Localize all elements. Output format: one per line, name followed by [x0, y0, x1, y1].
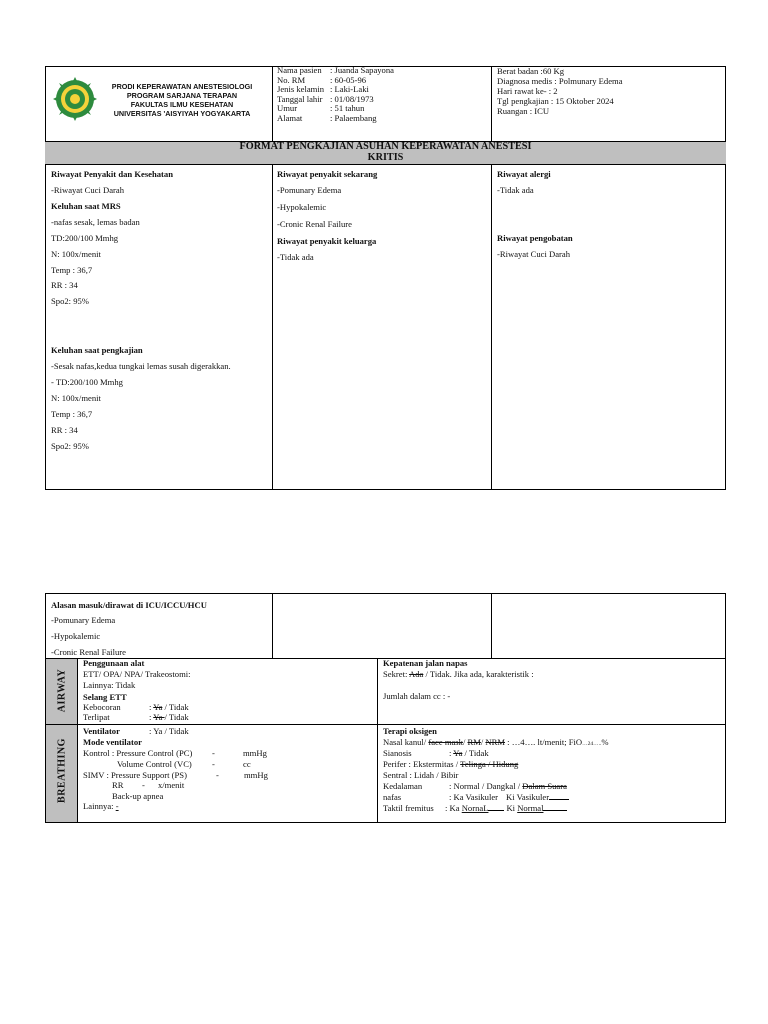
divider — [491, 66, 492, 141]
section-heading: Riwayat Penyakit dan Kesehatan — [51, 169, 173, 179]
org-line: PRODI KEPERAWATAN ANESTESIOLOGI — [111, 82, 253, 91]
field-label: Jenis kelamin — [277, 84, 325, 94]
option: Ki — [506, 803, 518, 813]
option: Nasal kanul/ — [383, 737, 429, 747]
struck-option: RM — [467, 737, 481, 747]
option: / Tidak — [462, 748, 489, 758]
mode-value: - — [142, 780, 145, 790]
option: / Tidak. Jika ada, karakteristik : — [423, 669, 534, 679]
assessment-item: RR : 34 — [51, 425, 78, 435]
field-label: Umur — [277, 103, 298, 113]
university-logo — [53, 77, 97, 121]
field-value: : Ka Vasikuler — [449, 792, 499, 802]
divider — [45, 724, 78, 725]
fio-value: …24….. — [582, 741, 602, 747]
mode-line: RR — [112, 780, 124, 790]
field-value: : 51 tahun — [330, 103, 365, 113]
field-label: nafas — [383, 792, 402, 802]
field-label: Sianosis — [383, 748, 412, 758]
option: : Normal / Dangkal / — [449, 781, 523, 791]
struck-option: Ya — [453, 748, 463, 758]
info-line: Diagnosa medis : Polmunary Edema — [497, 76, 623, 86]
mrs-item: RR : 34 — [51, 280, 78, 290]
colon: : — [149, 702, 154, 712]
history-item: -Riwayat Cuci Darah — [51, 185, 125, 195]
field-label: Lainnya: — [83, 801, 116, 811]
field-value: Ki Vasikuler — [506, 792, 550, 802]
title-line: KRITIS — [367, 152, 404, 163]
org-line: UNIVERSITAS 'AISYIYAH YOGYAKARTA — [113, 109, 251, 118]
field-label: Kedalaman — [383, 781, 423, 791]
central-row: Sentral : Lidah / Bibir — [383, 770, 459, 780]
disease-item: -Cronic Renal Failure — [277, 219, 352, 229]
device-line: ETT/ OPA/ NPA/ Trakeostomi: — [83, 669, 191, 679]
divider — [491, 593, 492, 658]
mrs-item: -nafas sesak, lemas badan — [51, 217, 140, 227]
admission-reason: -Hypokalemic — [51, 631, 101, 641]
patient-identity — [277, 66, 394, 123]
section-heading: Mode ventilator — [83, 737, 142, 747]
field-value: - — [115, 801, 119, 811]
breath-sound-row — [383, 791, 569, 802]
section-heading: Alasan masuk/dirawat di ICU/ICCU/HCU — [51, 600, 207, 610]
section-heading: Riwayat penyakit sekarang — [277, 169, 378, 179]
mrs-item: TD:200/100 Mmhg — [51, 233, 119, 243]
ventilator-row — [83, 726, 189, 736]
mrs-item: Temp : 36,7 — [51, 265, 93, 275]
divider — [491, 165, 492, 489]
field-label: Sekret: — [383, 669, 410, 679]
blank-line — [543, 802, 567, 811]
field-label: Terlipat — [83, 712, 110, 722]
colon: : — [149, 712, 154, 722]
secret-amount: Jumlah dalam cc : - — [383, 691, 451, 701]
field-value: NornaL — [461, 803, 489, 813]
depth-row — [383, 781, 567, 791]
option: : Ka — [445, 803, 462, 813]
mode-line: SIMV : Pressure Support (PS) — [83, 770, 187, 780]
peripheral-row — [383, 759, 518, 769]
field-value: : Palaembang — [330, 112, 377, 123]
section-heading: Penggunaan alat — [83, 658, 145, 668]
struck-option: Telinga / Hidung — [460, 759, 519, 769]
field-label: Tanggal lahir — [277, 93, 323, 104]
other-row — [83, 801, 348, 811]
info-line: Hari rawat ke- : 2 — [497, 86, 558, 96]
field-label: Taktil fremitus — [383, 803, 434, 813]
fio-unit: % — [601, 737, 609, 747]
mode-line: Volume Control (VC) — [117, 759, 192, 769]
disease-item: -Pomunary Edema — [277, 185, 342, 195]
info-line: Berat badan :60 Kg — [497, 66, 565, 76]
org-line: PROGRAM SARJANA TERAPAN — [126, 91, 238, 100]
field-label: Kebocoran — [83, 702, 121, 712]
struck-option: NRM — [485, 737, 506, 747]
disease-item: -Hypokalemic — [277, 202, 327, 212]
blank-line — [488, 802, 504, 811]
mode-value: - — [212, 759, 215, 769]
divider — [45, 724, 726, 725]
divider — [77, 658, 78, 823]
section-heading: Riwayat pengobatan — [497, 233, 573, 243]
divider — [272, 593, 273, 658]
info-line: Tgl pengkajian : 15 Oktober 2024 — [497, 96, 614, 106]
divider — [272, 66, 273, 141]
info-line: Ruangan : ICU — [497, 106, 550, 116]
field-value: : Laki-Laki — [330, 84, 369, 94]
fremitus-row — [383, 802, 567, 813]
option: / Tidak — [162, 702, 189, 712]
assessment-item: -Sesak nafas,kedua tungkai lemas susah digerakkan. — [51, 361, 231, 371]
leak-row — [83, 702, 189, 712]
divider — [377, 658, 378, 823]
separator: / — [462, 737, 468, 747]
field-label: No. RM — [277, 74, 306, 85]
mode-line: Kontrol : Pressure Control (PC) — [83, 748, 193, 758]
breathing-label: BREATHING — [56, 738, 68, 803]
flow-value: : …4…. lt/menit; FiO — [505, 737, 583, 747]
mode-value: - — [216, 770, 219, 780]
mode-value: - — [212, 748, 215, 758]
assessment-table-page1 — [45, 66, 726, 490]
assessment-item: Temp : 36,7 — [51, 409, 93, 419]
struck-option: Dalam Suara — [522, 781, 567, 791]
patient-row — [277, 114, 394, 124]
field-value: : Ya / Tidak — [149, 726, 189, 736]
struck-option: face mask — [428, 737, 463, 747]
allergy-value: -Tidak ada — [497, 185, 534, 195]
colon: : — [449, 748, 454, 758]
kink-row — [83, 712, 189, 722]
secret-row — [383, 669, 534, 679]
clinical-info — [497, 66, 623, 116]
field-value: : 01/08/1973 — [330, 93, 374, 104]
separator: / — [480, 737, 486, 747]
mode-unit: mmHg — [244, 770, 268, 780]
section-heading: Selang ETT — [83, 692, 127, 702]
form-title — [45, 141, 726, 163]
mode-line: Back-up apnea — [112, 791, 164, 801]
section-heading: Kepatenan jalan napas — [383, 658, 468, 668]
cyanosis-row — [383, 748, 489, 758]
mrs-item: Spo2: 95% — [51, 296, 89, 306]
field-value: Normal — [517, 803, 544, 813]
field-label: Alamat — [277, 112, 303, 123]
option: Perifer : Ekstermitas / — [383, 759, 461, 769]
mode-unit: x/menit — [158, 780, 185, 790]
field-label: Nama pasien — [277, 65, 322, 75]
mode-unit: cc — [243, 759, 251, 769]
medication-history: -Riwayat Cuci Darah — [497, 249, 571, 259]
section-heading: Riwayat penyakit keluarga — [277, 236, 377, 246]
field-value: : 60-05-96 — [330, 74, 367, 85]
device-other: Lainnya: Tidak — [83, 680, 136, 690]
blank-line — [549, 791, 569, 800]
admission-reason: -Pomunary Edema — [51, 615, 116, 625]
struck-option: Ya — [153, 702, 163, 712]
airway-label: AIRWAY — [56, 668, 68, 713]
struck-option: Ada — [409, 669, 424, 679]
mode-unit: mmHg — [243, 748, 267, 758]
assessment-item: Spo2: 95% — [51, 441, 89, 451]
family-history: -Tidak ada — [277, 252, 314, 262]
section-heading: Terapi oksigen — [383, 726, 437, 736]
admission-reason: -Cronic Renal Failure — [51, 647, 126, 657]
assessment-item: - TD:200/100 Mmhg — [51, 377, 123, 387]
org-line: FAKULTAS ILMU KESEHATAN — [130, 100, 234, 109]
section-heading: Keluhan saat MRS — [51, 201, 121, 211]
option: / Tidak — [164, 712, 189, 722]
struck-option: Ya — [153, 712, 165, 722]
section-heading: Keluhan saat pengkajian — [51, 345, 143, 355]
title-line: FORMAT PENGKAJIAN ASUHAN KEPERAWATAN ANESTESI — [239, 141, 532, 152]
assessment-item: N: 100x/menit — [51, 393, 101, 403]
organization-name — [102, 82, 262, 118]
field-value: : Juanda Sapayona — [330, 65, 394, 75]
field-label: Ventilator — [83, 726, 120, 736]
mrs-item: N: 100x/menit — [51, 249, 101, 259]
divider — [272, 165, 273, 489]
section-heading: Riwayat alergi — [497, 169, 551, 179]
